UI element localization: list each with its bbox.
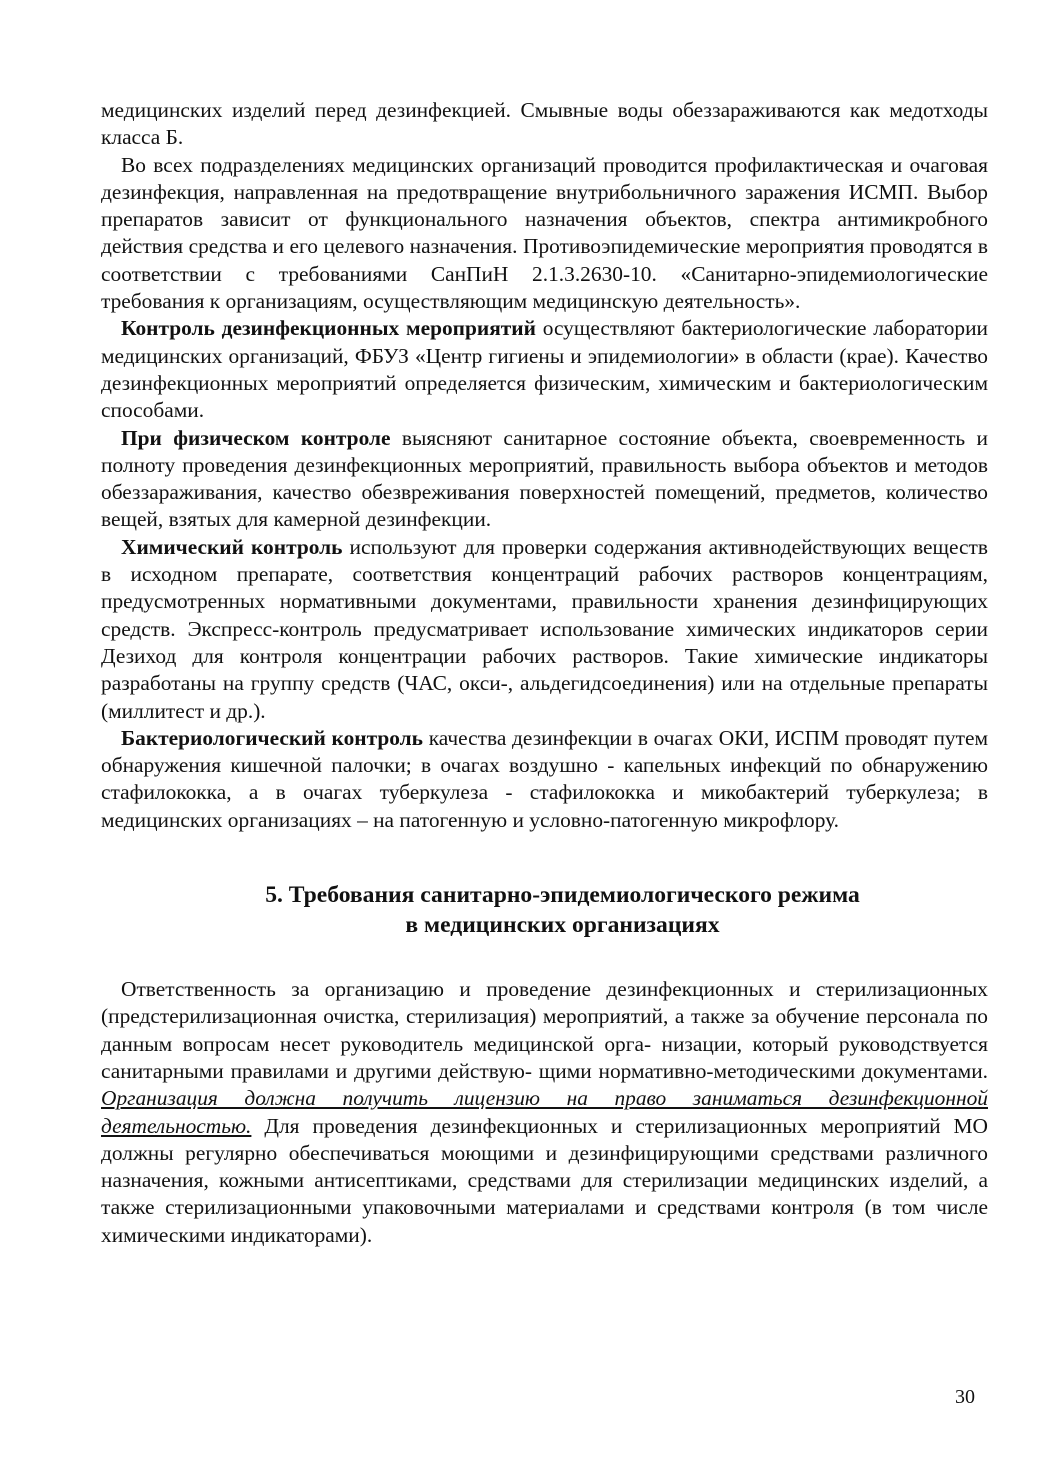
term-disinfection-control: Контроль дезинфекционных мероприятий (121, 316, 536, 341)
section-heading (101, 880, 988, 940)
license-requirement-emphasis: Организация должна получить лицензию на право заниматься дезинфекционной деятельностью. (101, 1086, 988, 1138)
section-heading-line1: 5. Требования санитарно-эпидемиологического режима (265, 882, 860, 909)
paragraph-responsibility-text-b: Для проведения дезинфекционных и стерилизационных мероприятий МО должны регулярно обеспечиваться моющими и дезинфицирующими средствами различного назначения, кожными антисептиками, средствами для стерилизации медицинских изделий, а также стерилизационными упаковочными материалами и средствами контроля (в том числе химическими индикаторами). (101, 1113, 988, 1247)
paragraph-chemical (101, 534, 988, 725)
term-chemical-control: Химический контроль (121, 534, 343, 559)
paragraph-responsibility (101, 976, 988, 1249)
document-body (101, 97, 988, 1249)
paragraph-control-text: осуществляют бактериологические лаборатории медицинских организаций, ФБУЗ «Центр гигиены и эпидемиологии» в области (крае). Качество дезинфекционных мероприятий определяется физическим, химическим и бактериологическим способами. (101, 316, 988, 423)
paragraph-physical (101, 425, 988, 534)
paragraph-control (101, 315, 988, 424)
paragraph-physical-text: выясняют санитарное состояние объекта, своевременность и полноту проведения дезинфекционных мероприятий, правильность выбора объектов и методов обеззараживания, качество обезвреживания поверхностей помещений, предметов, количество вещей, взятых для камерной дезинфекции. (101, 425, 988, 532)
paragraph-bacteriological (101, 725, 988, 834)
paragraph-2: Во всех подразделениях медицинских организаций проводится профилактическая и очаговая дезинфекция, направленная на предотвращение внутрибольничного заражения ИСМП. Выбор препаратов зависит от функционального назначения объектов, спектра антимикробного действия средства и его целевого назначения. Противоэпидемические мероприятия проводятся в соответствии с требованиями СанПиН 2.1.3.2630-10. «Санитарно-эпидемиологические требования к организациям, осуществляющим медицинскую деятельность». (101, 152, 988, 314)
term-bacteriological-control: Бактериологический контроль (121, 725, 423, 750)
section-heading-line2: в медицинских организациях (405, 912, 720, 939)
paragraph-chemical-text: используют для проверки содержания активнодействующих веществ в исходном препарате, соответствия концентраций рабочих растворов концентрациям, предусмотренных нормативными документами, правильности хранения дезинфицирующих средств. Экспресс-контроль предусматривает использование химических индикаторов серии Дезиход для контроля концентрации рабочих растворов. Такие химические индикаторы разработаны на группу средств (ЧАС, окси-, альдегидсоединения) или на отдельные препараты (миллитест и др.). (101, 534, 988, 723)
paragraph-responsibility-text-a: Ответственность за организацию и проведение дезинфекционных и стерилизационных (предстерилизационная очистка, стерилизация) мероприятий, а также за обучение персонала по данным вопросам несет руководитель медицинской орга- низации, который руководствуется санитарными правилами и другими действую- щими нормативно-методическими документами. (101, 977, 988, 1083)
term-physical-control: При физическом контроле (121, 425, 391, 450)
paragraph-bacteriological-text: качества дезинфекции в очагах ОКИ, ИСПМ проводят путем обнаружения кишечной палочки; в очагах воздушно - капельных инфекций по обнаружению стафилококка, а в очагах туберкулеза - стафилококка и микобактерий туберкулеза; в медицинских организациях – на патогенную и условно-патогенную микрофлору. (101, 725, 988, 832)
page-number: 30 (955, 1386, 975, 1408)
paragraph-1: медицинских изделий перед дезинфекцией. Смывные воды обеззараживаются как медотходы класса Б. (101, 98, 988, 150)
